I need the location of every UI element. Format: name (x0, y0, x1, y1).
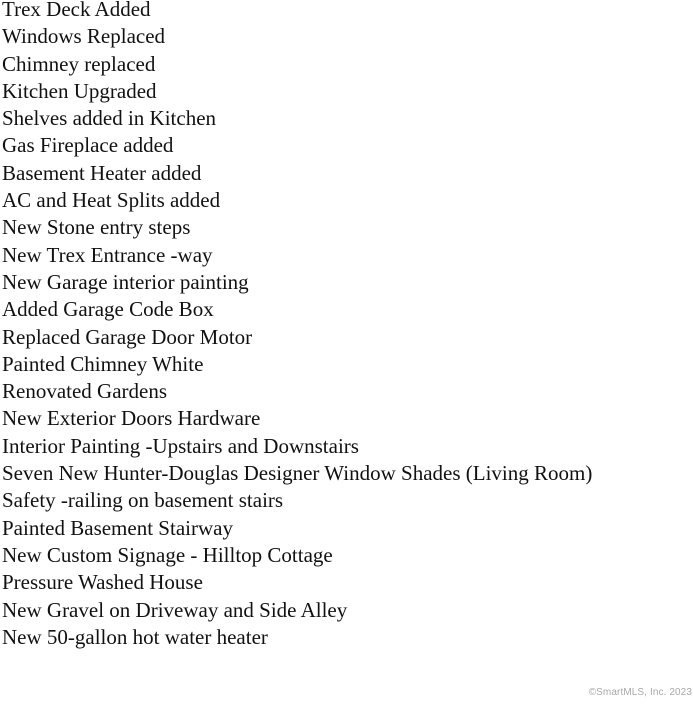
list-item-chimney-replaced: Chimney replaced (2, 51, 156, 76)
list-item-trex-entrance: New Trex Entrance -way (2, 242, 213, 267)
list-item-kitchen-shelves: Shelves added in Kitchen (2, 106, 217, 131)
list-item-exterior-door-hardware: New Exterior Doors Hardware (2, 406, 261, 431)
list-item-interior-painting: Interior Painting -Upstairs and Downstairs (2, 433, 359, 458)
list-item-basement-heater: Basement Heater added (2, 160, 202, 185)
list-item-renovated-gardens: Renovated Gardens (2, 379, 168, 404)
list-item-garage-code-box: Added Garage Code Box (2, 297, 214, 322)
improvements-document (2, 0, 662, 651)
list-item-garage-door-motor: Replaced Garage Door Motor (2, 324, 253, 349)
list-item-kitchen-upgraded: Kitchen Upgraded (2, 78, 157, 103)
list-item-basement-stairway: Painted Basement Stairway (2, 515, 233, 540)
copyright-watermark: ©SmartMLS, Inc. 2023 (588, 687, 692, 698)
list-item-pressure-washed: Pressure Washed House (2, 570, 203, 595)
list-item-garage-painting: New Garage interior painting (2, 269, 249, 294)
list-item-water-heater: New 50-gallon hot water heater (2, 624, 268, 649)
list-item-stone-entry-steps: New Stone entry steps (2, 215, 191, 240)
list-item-ac-heat-splits: AC and Heat Splits added (2, 188, 221, 213)
list-item-windows-replaced: Windows Replaced (2, 24, 166, 49)
list-item-custom-signage: New Custom Signage - Hilltop Cottage (2, 542, 333, 567)
improvements-list (2, 0, 662, 651)
list-item-gas-fireplace: Gas Fireplace added (2, 133, 174, 158)
list-item-gravel-driveway: New Gravel on Driveway and Side Alley (2, 597, 348, 622)
list-item-window-shades: Seven New Hunter-Douglas Designer Window Shades (Living Room) (2, 461, 593, 486)
list-item-painted-chimney: Painted Chimney White (2, 351, 204, 376)
list-item-basement-railing: Safety -railing on basement stairs (2, 488, 284, 513)
list-item-trex-deck: Trex Deck Added (2, 0, 151, 21)
